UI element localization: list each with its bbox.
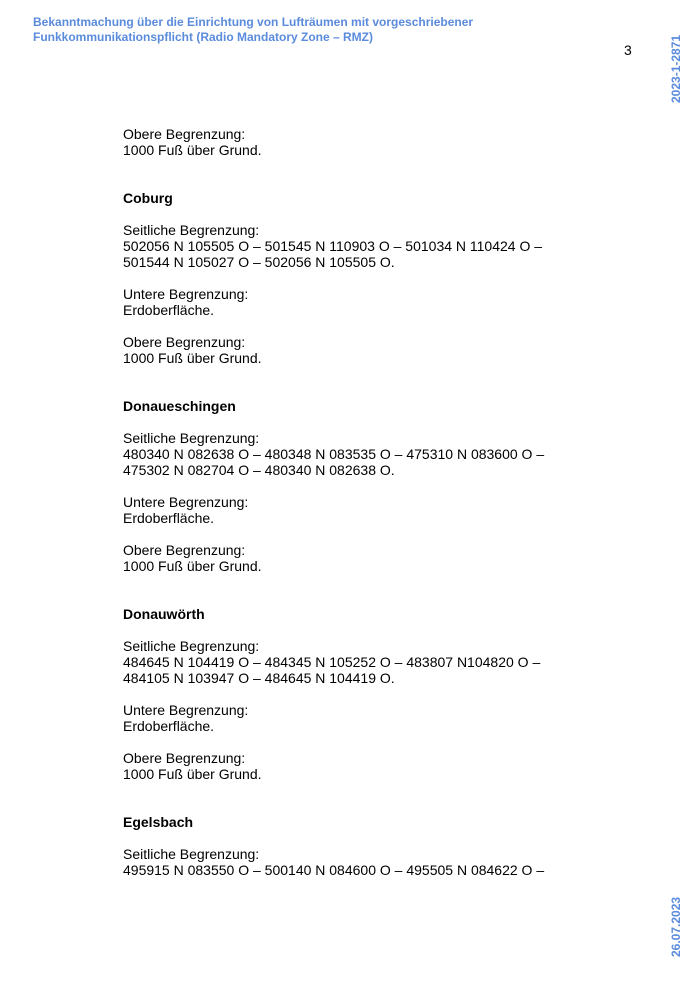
page-number: 3 <box>624 42 632 58</box>
publication-date: 26.07.2023 <box>669 896 683 957</box>
section-egelsbach <box>123 814 583 878</box>
upper-limit-value: 1000 Fuß über Grund. <box>123 350 262 366</box>
upper-limit-label: Obere Begrenzung: <box>123 542 246 558</box>
section-title: Egelsbach <box>123 814 194 830</box>
document-title: Bekanntmachung über die Einrichtung von Lufträumen mit vorgeschriebener Funkkommunikationspflicht (Radio Mandatory Zone – RMZ) <box>33 15 474 44</box>
lateral-limit-line: 484645 N 104419 O – 484345 N 105252 O – 483807 N104820 O – <box>123 654 541 670</box>
document-id: 2023-1-2871 <box>669 34 683 103</box>
section-donauwoerth <box>123 606 583 782</box>
lower-limit-label: Untere Begrenzung: <box>123 702 249 718</box>
upper-limit-value: 1000 Fuß über Grund. <box>123 558 262 574</box>
lateral-limit-label: Seitliche Begrenzung: <box>123 846 260 862</box>
lateral-limit-line: 484105 N 103947 O – 484645 N 104419 O. <box>123 670 395 686</box>
lateral-limit-label: Seitliche Begrenzung: <box>123 222 260 238</box>
lower-limit-value: Erdoberfläche. <box>123 510 215 526</box>
lateral-limit-line: 501544 N 105027 O – 502056 N 105505 O. <box>123 254 395 270</box>
lower-limit-value: Erdoberfläche. <box>123 718 215 734</box>
lateral-limit-line: 475302 N 082704 O – 480340 N 082638 O. <box>123 462 395 478</box>
section-title: Coburg <box>123 190 173 206</box>
section-donaueschingen <box>123 398 583 574</box>
intro-upper-limit <box>123 126 583 158</box>
upper-limit-label: Obere Begrenzung: <box>123 750 246 766</box>
lateral-limit-line: 495915 N 083550 O – 500140 N 084600 O – 495505 N 084622 O – <box>123 862 545 878</box>
lateral-limit-label: Seitliche Begrenzung: <box>123 430 260 446</box>
upper-limit-label: Obere Begrenzung: <box>123 126 246 142</box>
lower-limit-label: Untere Begrenzung: <box>123 494 249 510</box>
section-coburg <box>123 190 583 366</box>
document-body <box>123 126 583 878</box>
upper-limit-label: Obere Begrenzung: <box>123 334 246 350</box>
section-title: Donauwörth <box>123 606 205 622</box>
upper-limit-value: 1000 Fuß über Grund. <box>123 142 262 158</box>
lateral-limit-line: 480340 N 082638 O – 480348 N 083535 O – 475310 N 083600 O – <box>123 446 545 462</box>
lateral-limit-label: Seitliche Begrenzung: <box>123 638 260 654</box>
lower-limit-label: Untere Begrenzung: <box>123 286 249 302</box>
section-title: Donaueschingen <box>123 398 236 414</box>
lateral-limit-line: 502056 N 105505 O – 501545 N 110903 O – 501034 N 110424 O – <box>123 238 543 254</box>
lower-limit-value: Erdoberfläche. <box>123 302 215 318</box>
upper-limit-value: 1000 Fuß über Grund. <box>123 766 262 782</box>
